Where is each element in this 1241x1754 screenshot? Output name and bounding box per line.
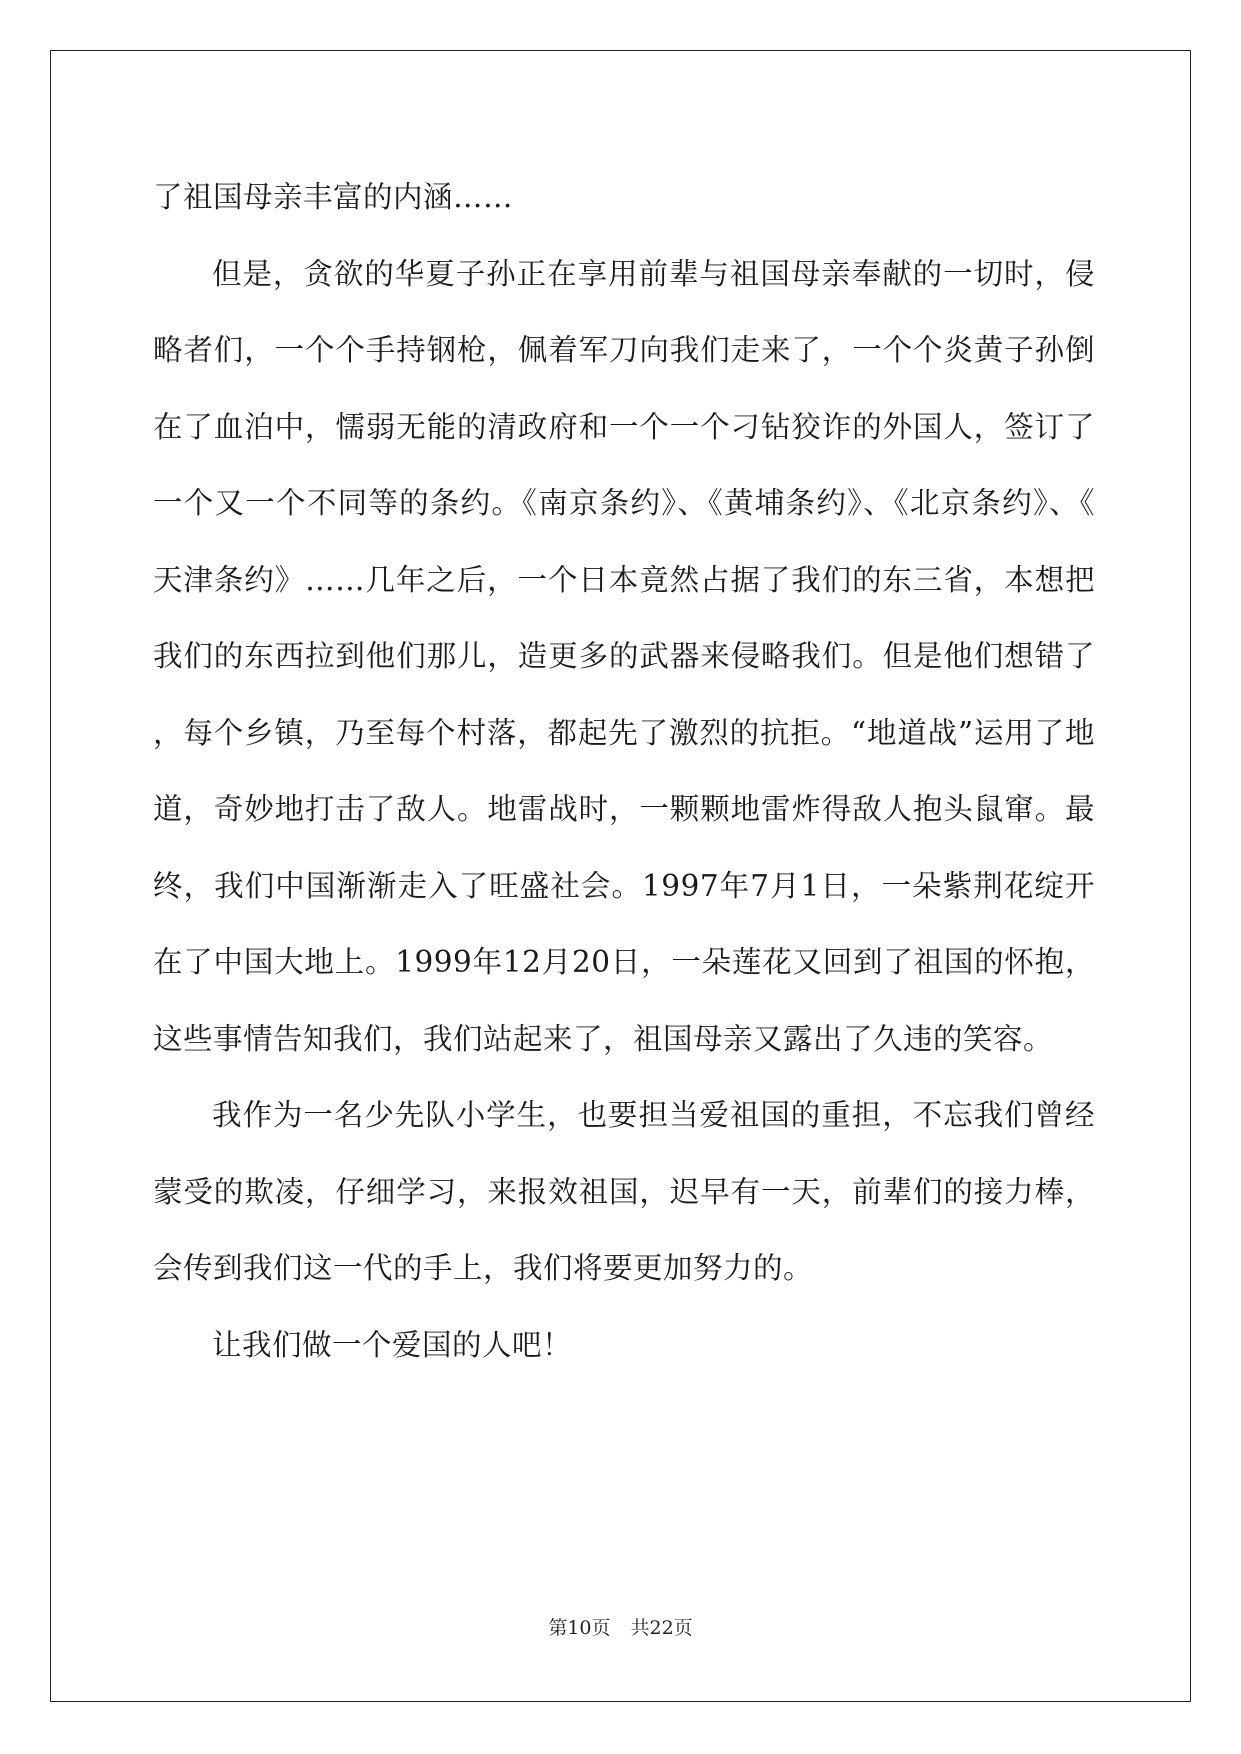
paragraph-1: 了祖国母亲丰富的内涵……: [153, 180, 514, 214]
page-total: 共22页: [630, 1617, 693, 1639]
paragraph-4: 让我们做一个爱国的人吧！: [212, 1327, 573, 1362]
paragraph-2: 但是，贪欲的华夏子孙正在享用前辈与祖国母亲奉献的一切时，侵略者们，一个个手持钢枪，佩着军刀向我们走来了，一个个炎黄子孙倒在了血泊中，懦弱无能的清政府和一个一个刁钻狡诈的外国人，签订了一个又一个不同等的条约。《南京条约》、《黄埔条约》、《北京条约》、《天津条约》……几年之后，一个日本竟然占据了我们的东三省，本想把我们的东西拉到他们那儿，造更多的武器来侵略我们。但是他们想错了，每个乡镇，乃至每个村落，都起先了激烈的抗拒。“地道战”运用了地道，奇妙地打击了敌人。地雷战时，一颗颗地雷炸得敌人抱头鼠窜。最终，我们中国渐渐走入了旺盛社会。1997年7月1日，一朵紫荆花绽开在了中国大地上。1999年12月20日，一朵莲花又回到了祖国的怀抱，这些事情告知我们，我们站起来了，祖国母亲又露出了久违的笑容。: [153, 256, 1095, 1056]
document-body: [153, 159, 1095, 1383]
page-number: 第10页: [548, 1617, 611, 1639]
paragraph-3: 我作为一名少先队小学生，也要担当爱祖国的重担，不忘我们曾经蒙受的欺凌，仔细学习，来报效祖国，迟早有一天，前辈们的接力棒，会传到我们这一代的手上，我们将要更加努力的。: [153, 1098, 1095, 1285]
page-footer: [0, 1613, 1241, 1640]
